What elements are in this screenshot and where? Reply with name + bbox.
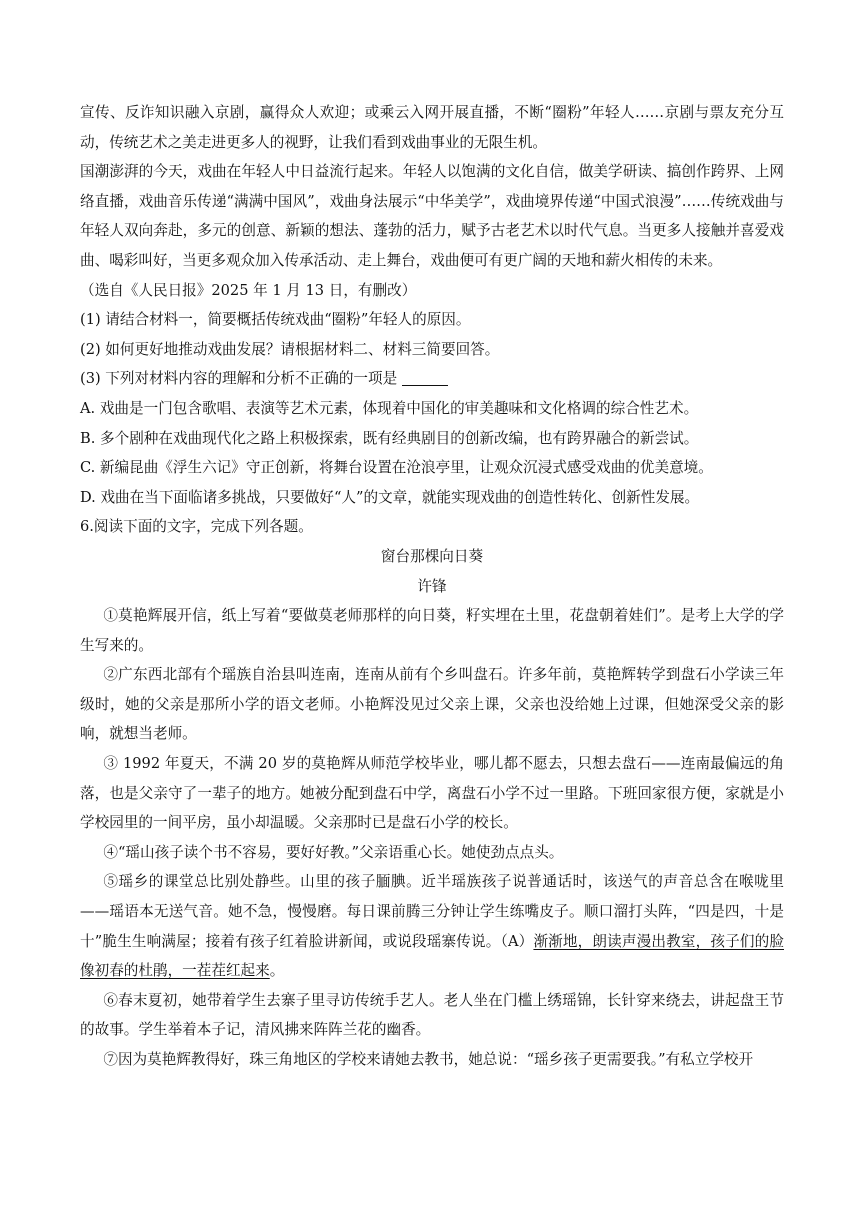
question-2: (2) 如何更好地推动戏曲发展？请根据材料二、材料三简要回答。	[80, 340, 500, 358]
question-3-text: (3) 下列对材料内容的理解和分析不正确的一项是	[80, 370, 398, 388]
paragraph-material-three: 国潮澎湃的今天，戏曲在年轻人中日益流行起来。年轻人以饱满的文化自信，做美学研读、搞创作跨界、上网络直播，戏曲音乐传递“满满中国风”，戏曲身法展示“中华美学”，戏曲境界传递“中国式浪漫”……传统戏曲与年轻人双向奔赴，多元的创意、新颖的想法、蓬勃的活力，赋予古老艺术以时代气息。当更多人接触并喜爱戏曲、喝彩叫好，当更多观众加入传承活动、走上舞台，戏曲便可有更广阔的天地和薪火相传的未来。	[80, 163, 784, 269]
source-citation: （选自《人民日报》2025 年 1 月 13 日，有删改）	[80, 281, 417, 299]
underlined-sentence-a: 渐渐地，朗读声漫出教室，孩子们的脸像初春的杜鹃，一茬茬红起来	[80, 932, 784, 980]
paragraph-material-end: 宣传、反诈知识融入京剧，赢得众人欢迎；或乘云入网开展直播，不断“圈粉”年轻人……京剧与票友充分互动，传统艺术之美走进更多人的视野，让我们看到戏曲事业的无限生机。	[80, 104, 784, 151]
story-paragraph-7: ⑦因为莫艳辉教得好，珠三角地区的学校来请她去教书，她总说：“瑶乡孩子更需要我。”有私立学校开	[103, 1051, 754, 1068]
story-paragraph-4: ④“瑶山孩子读个书不容易，要好好教。”父亲语重心长。她使劲点点头。	[103, 843, 564, 861]
option-b: B. 多个剧种在戏曲现代化之路上积极探索，既有经典剧目的创新改编，也有跨界融合的新尝试。	[80, 429, 699, 447]
option-a: A. 戏曲是一门包含歌唱、表演等艺术元素，体现着中国化的审美趣味和文化格调的综合性艺术。	[80, 399, 699, 417]
question-1: (1) 请结合材料一，简要概括传统戏曲“圈粉”年轻人的原因。	[80, 311, 471, 329]
story-paragraph-3: ③ 1992 年夏天，不满 20 岁的莫艳辉从师范学校毕业，哪儿都不愿去，只想去盘石——连南最偏远的角落，也是父亲守了一辈子的地方。她被分配到盘石中学，离盘石小学不过一里路。下班回家很方便，家就是小学校园里的一间平房，虽小却温暖。父亲那时已是盘石小学的校长。	[80, 755, 784, 832]
option-c: C. 新编昆曲《浮生六记》守正创新，将舞台设置在沧浪亭里，让观众沉浸式感受戏曲的优美意境。	[80, 459, 713, 477]
story-title: 窗台那棵向日葵	[380, 547, 484, 565]
story-paragraph-1: ①莫艳辉展开信，纸上写着“要做莫老师那样的向日葵，籽实埋在土里，花盘朝着娃们”。是考上大学的学生写来的。	[80, 607, 784, 654]
period: 。	[269, 962, 285, 980]
document-page	[80, 98, 784, 1075]
question-3	[80, 364, 784, 394]
story-paragraph-6: ⑥春末夏初，她带着学生去寨子里寻访传统手艺人。老人坐在门槛上绣瑶锦，长针穿来绕去，讲起盘王节的故事。学生举着本子记，清风拂来阵阵兰花的幽香。	[80, 991, 784, 1039]
question-6-intro: 6.阅读下面的文字，完成下列各题。	[80, 518, 313, 536]
answer-blank[interactable]	[402, 371, 448, 387]
story-paragraph-5	[80, 867, 784, 985]
story-paragraph-2: ②广东西北部有个瑶族自治县叫连南，连南从前有个乡叫盘石。许多年前，莫艳辉转学到盘石小学读三年级时，她的父亲是那所小学的语文老师。小艳辉没见过父亲上课，父亲也没给她上过课，但她深受父亲的影响，就想当老师。	[80, 666, 784, 743]
story-author: 许锋	[417, 577, 447, 595]
option-d: D. 戏曲在当下面临诸多挑战，只要做好“人”的文章，就能实现戏曲的创造性转化、创新性发展。	[80, 488, 700, 506]
story-paragraph-5-text: ⑤瑶乡的课堂总比别处静些。山里的孩子腼腆。近半瑶族孩子说普通话时，该送气的声音总含在喉咙里——瑶语本无送气音。她不急，慢慢磨。每日课前腾三分钟让学生练嘴皮子。顺口溜打头阵，“四是四，十是十”脆生生响满屋；接着有孩子红着脸讲新闻，或说段瑶寨传说。（A）	[80, 873, 784, 950]
